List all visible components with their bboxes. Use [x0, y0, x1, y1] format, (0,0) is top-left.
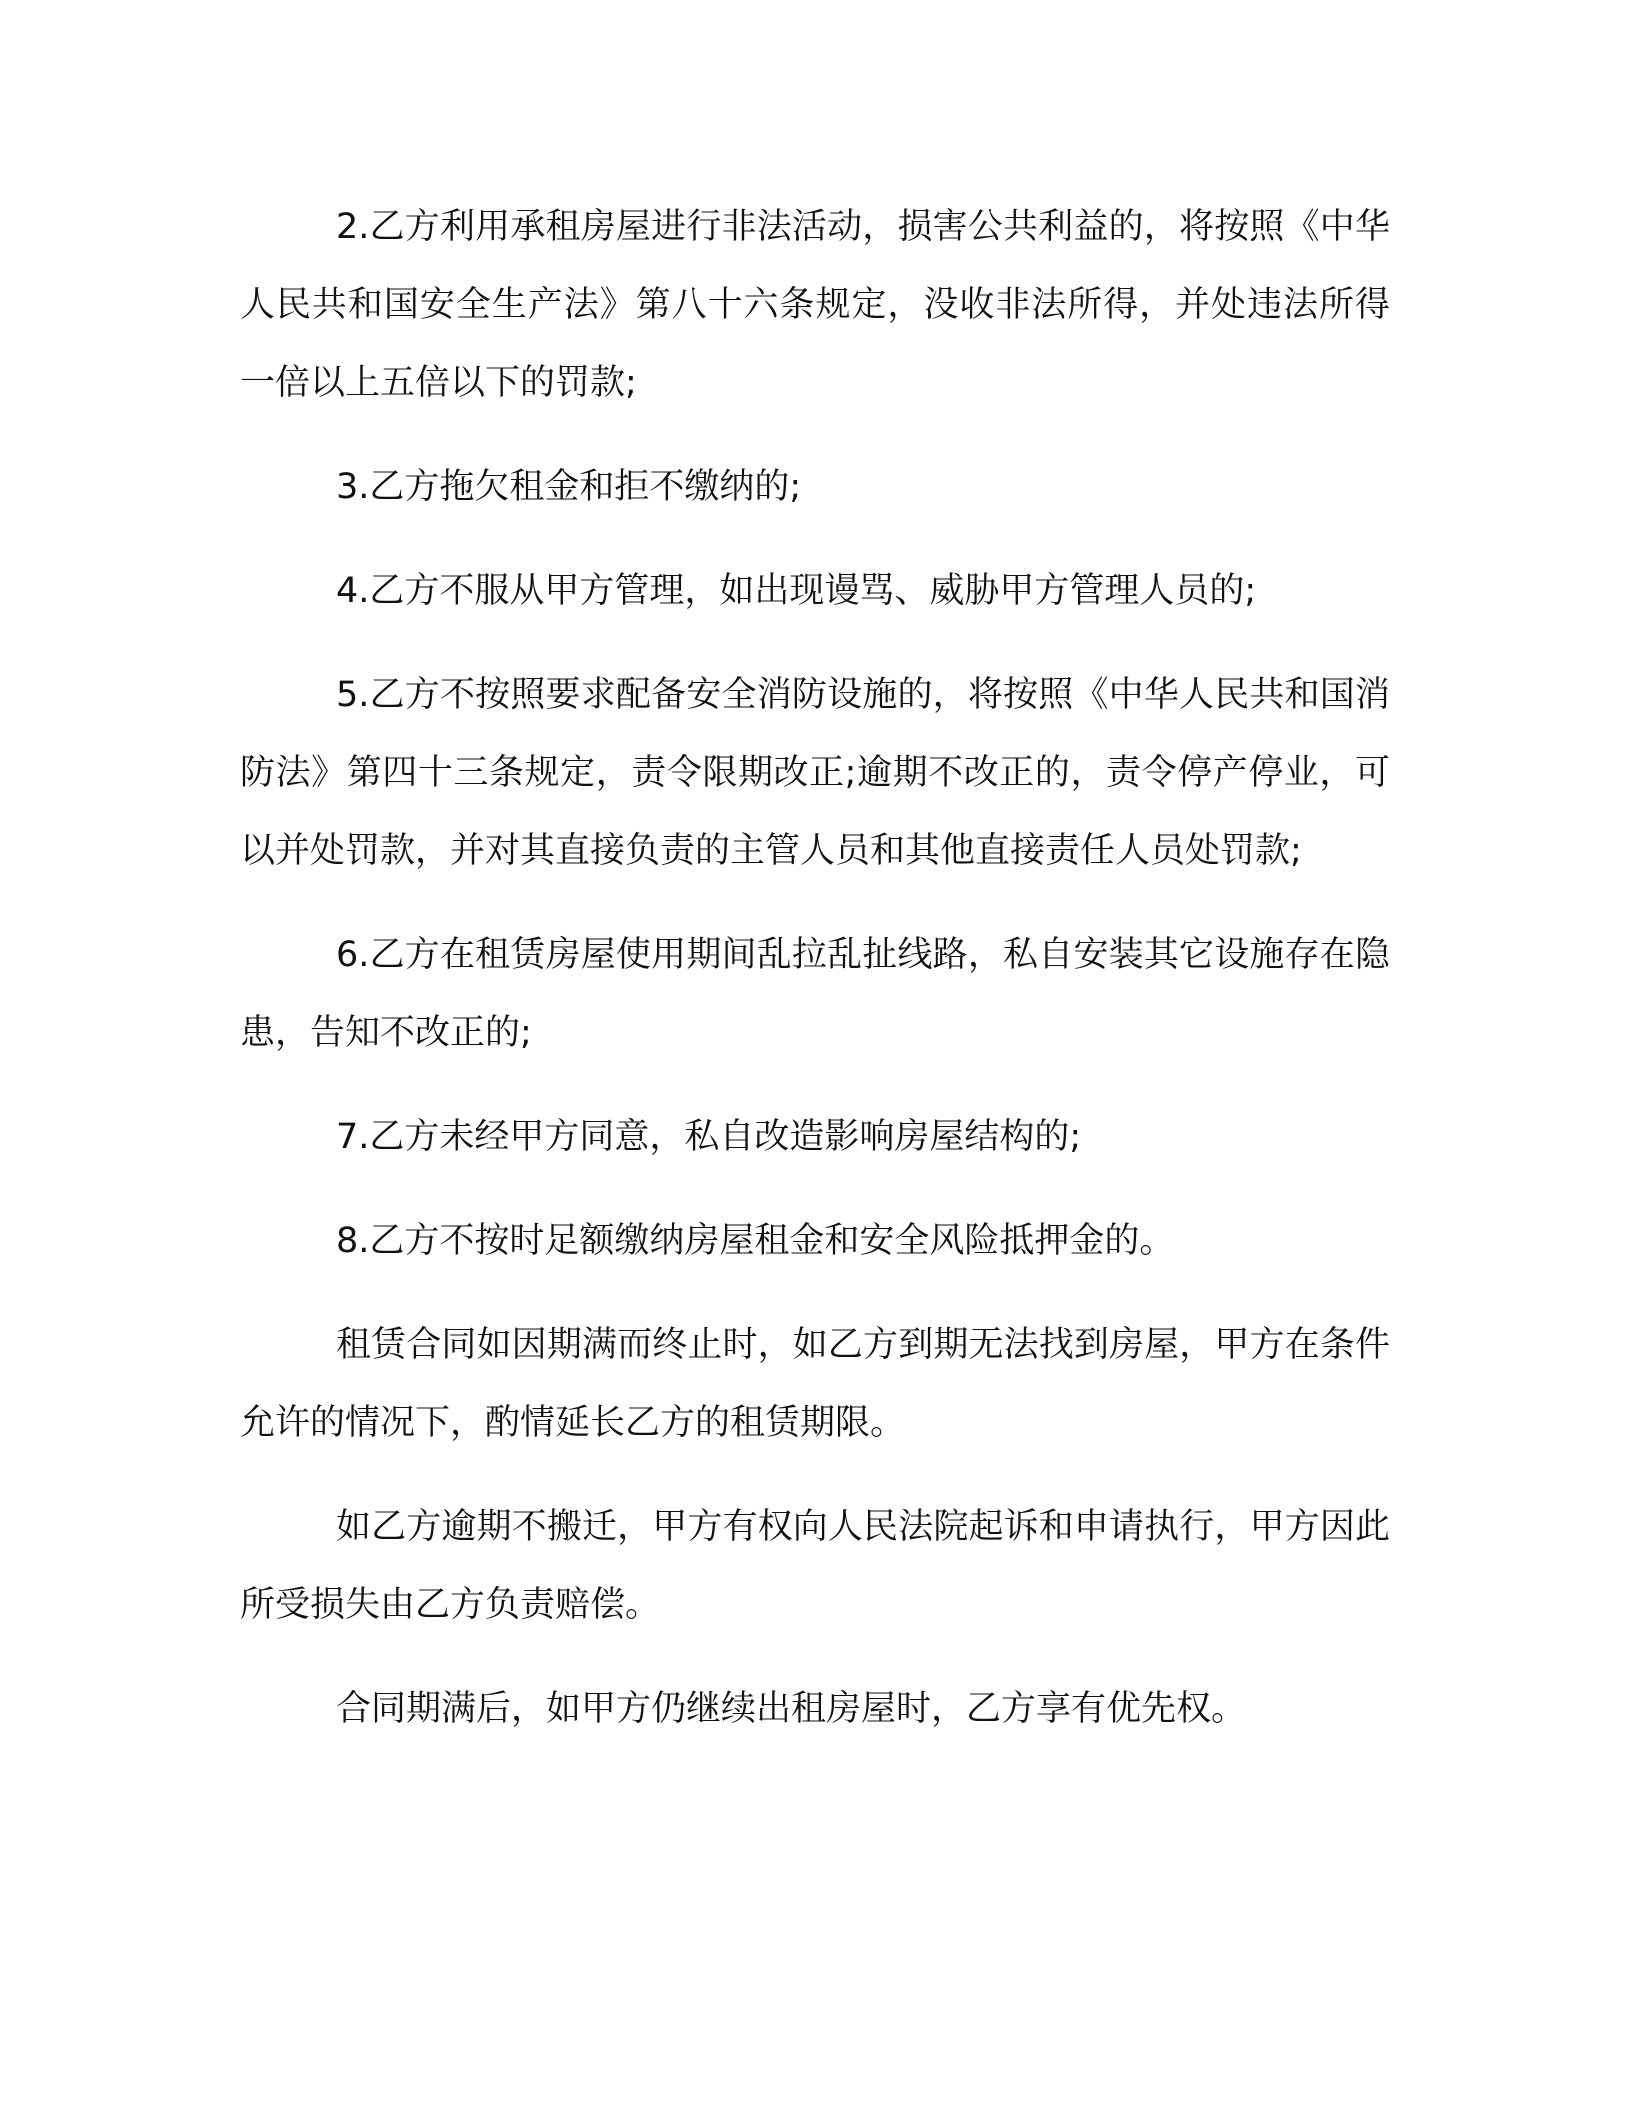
lease-extension-paragraph: 租赁合同如因期满而终止时，如乙方到期无法找到房屋，甲方在条件允许的情况下，酌情延长乙方的租赁期限。 — [240, 1325, 1390, 1443]
clause-2: 2.乙方利用承租房屋进行非法活动，损害公共利益的，将按照《中华人民共和国安全生产法》第八十六条规定，没收非法所得，并处违法所得一倍以上五倍以下的罚款; — [240, 207, 1390, 403]
clause-8: 8.乙方不按时足额缴纳房屋租金和安全风险抵押金的。 — [336, 1221, 1175, 1261]
document-body — [240, 188, 1390, 1774]
clause-3: 3.乙方拖欠租金和拒不缴纳的; — [336, 467, 802, 507]
clause-7: 7.乙方未经甲方同意，私自改造影响房屋结构的; — [336, 1117, 1082, 1157]
clause-5: 5.乙方不按照要求配备安全消防设施的，将按照《中华人民共和国消防法》第四十三条规定，责令限期改正;逾期不改正的，责令停产停业，可以并处罚款，并对其直接负责的主管人员和其他直接责任人员处罚款; — [240, 675, 1390, 871]
clause-4: 4.乙方不服从甲方管理，如出现谩骂、威胁甲方管理人员的; — [336, 571, 1257, 611]
overdue-relocation-paragraph: 如乙方逾期不搬迁，甲方有权向人民法院起诉和申请执行，甲方因此所受损失由乙方负责赔偿。 — [240, 1507, 1390, 1625]
priority-right-paragraph: 合同期满后，如甲方仍继续出租房屋时，乙方享有优先权。 — [336, 1689, 1247, 1729]
clause-6: 6.乙方在租赁房屋使用期间乱拉乱扯线路，私自安装其它设施存在隐患，告知不改正的; — [240, 935, 1390, 1053]
